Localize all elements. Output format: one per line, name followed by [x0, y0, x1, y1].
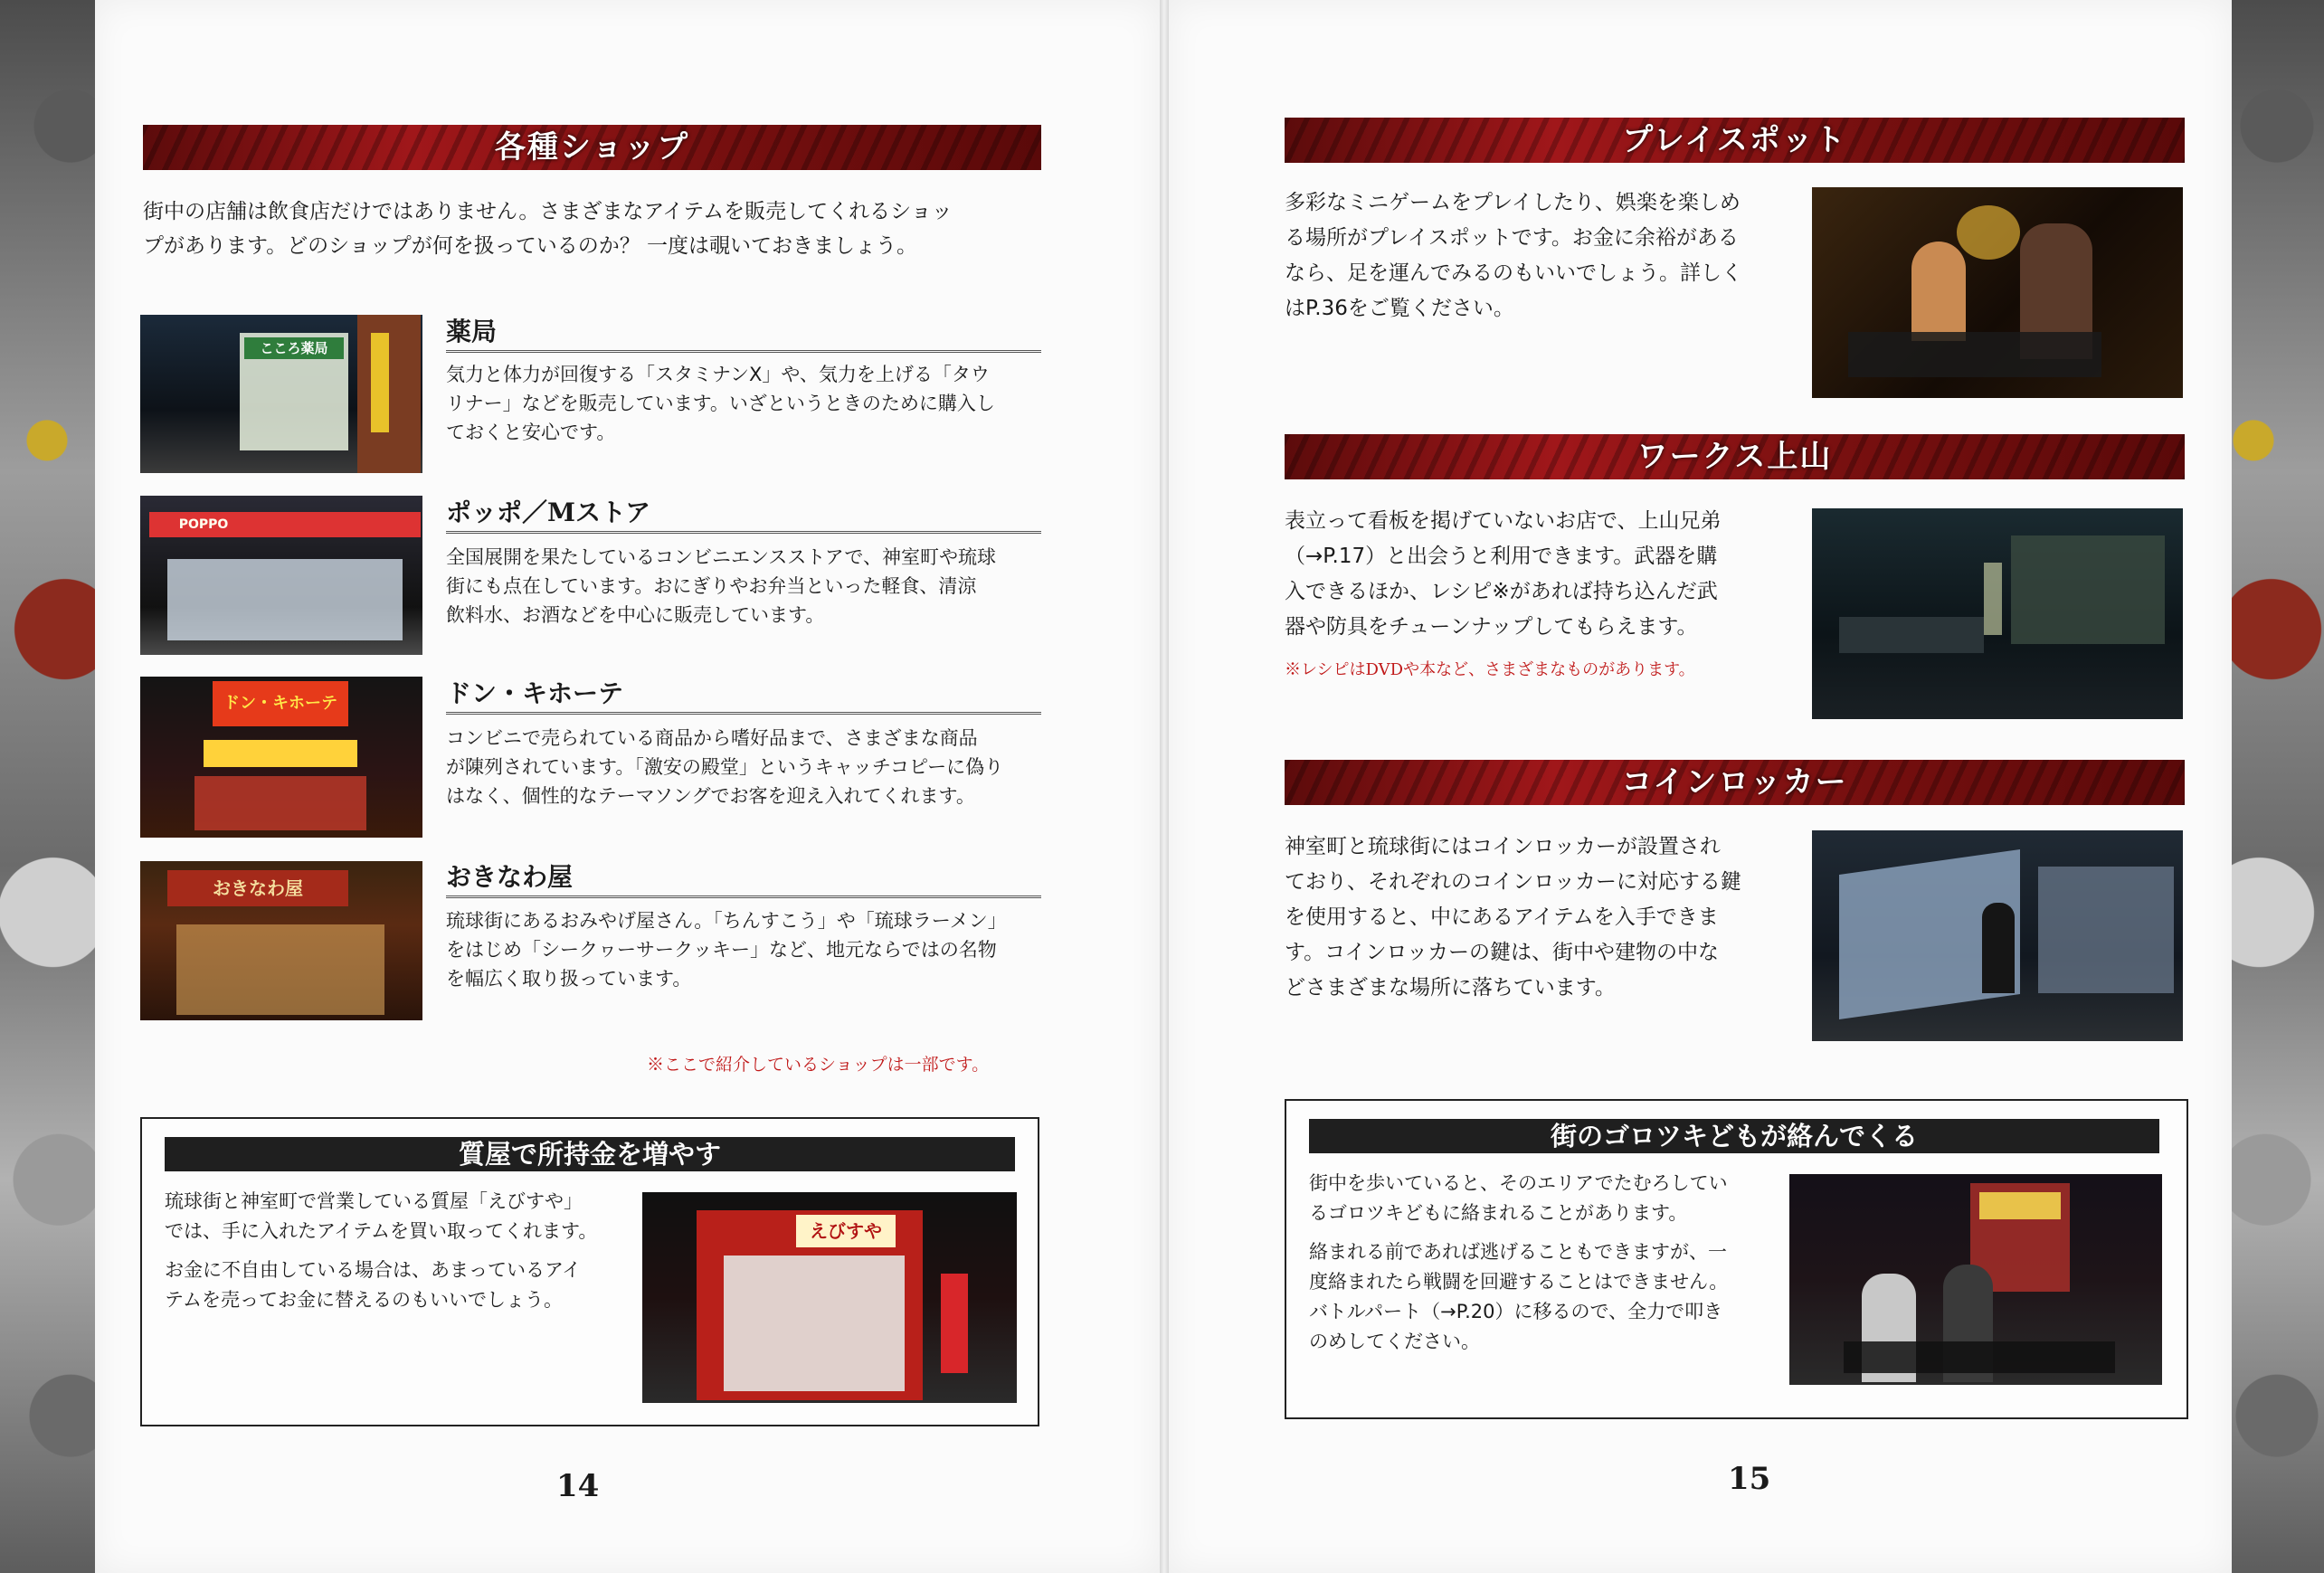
pawnshop-line-1: 琉球街と神室町で営業している質屋「えびすや」 [165, 1190, 583, 1212]
pawnshop-text [165, 1187, 635, 1315]
thugs-line-1: 街中を歩いていると、そのエリアでたむろしてい [1309, 1172, 1728, 1194]
pawnshop-line-3: お金に不自由している場合は、あまっているアイ [165, 1259, 582, 1281]
donki-title: ドン・キホーテ [446, 674, 1041, 715]
locker-line-2: ており、それぞれのコインロッカーに対応する鍵 [1285, 870, 1741, 894]
coin-locker-text [1285, 829, 1809, 1006]
playspot-line-3: なら、足を運んでみるのもいいでしょう。詳しく [1285, 261, 1742, 285]
thugs-box-title: 街のゴロツキどもが絡んでくる [1309, 1119, 2159, 1153]
poppo-sign: POPPO [178, 517, 229, 532]
works-line-3: 入できるほか、レシピ※があれば持ち込んだ武 [1285, 580, 1718, 603]
page-number-left: 14 [556, 1468, 600, 1504]
donki-line-1: コンビニで売られている商品から嗜好品まで、さまざまな商品 [446, 727, 978, 749]
thugs-text [1309, 1169, 1779, 1357]
thugs-line-4: 度絡まれたら戦闘を回避することはできません。 [1309, 1271, 1729, 1293]
thugs-line-5: バトルパート（→P.20）に移るので、全力で叩き [1309, 1301, 1723, 1322]
pharmacy-photo [140, 315, 422, 473]
poppo-photo [140, 496, 422, 655]
donki-text [446, 724, 1052, 810]
locker-line-5: どさまざまな場所に落ちています。 [1285, 976, 1616, 1000]
shops-footnote: ※ここで紹介しているショップは一部です。 [647, 1055, 990, 1075]
poppo-title: ポッポ／Mストア [446, 493, 1041, 534]
thugs-photo [1789, 1174, 2162, 1385]
poppo-line-2: 街にも点在しています。おにぎりやお弁当といった軽食、清涼 [446, 575, 977, 597]
thugs-line-6: のめしてください。 [1309, 1331, 1480, 1352]
playspot-banner: プレイスポット [1285, 118, 2185, 163]
playspot-line-2: る場所がプレイスポットです。お金に余裕がある [1285, 226, 1739, 250]
thugs-line-2: るゴロツキどもに絡まれることがあります。 [1309, 1202, 1688, 1224]
recipe-note: ※レシピはDVDや本など、さまざまなものがあります。 [1285, 660, 1695, 679]
shops-intro-line-2: プがあります。どのショップが何を扱っているのか？ 一度は覗いておきましょう。 [143, 234, 918, 258]
poppo-line-1: 全国展開を果たしているコンビニエンスストアで、神室町や琉球 [446, 546, 996, 568]
pawnshop-box-title: 質屋で所持金を増やす [165, 1137, 1015, 1171]
playspot-line-4: はP.36をご覧ください。 [1285, 297, 1514, 320]
locker-line-4: す。コインロッカーの鍵は、街中や建物の中な [1285, 941, 1720, 964]
coin-locker-banner: コインロッカー [1285, 760, 2185, 805]
pharmacy-line-1: 気力と体力が回復する「スタミナンX」や、気力を上げる「タウ [446, 364, 990, 385]
page-number-right: 15 [1728, 1461, 1771, 1497]
okinawaya-line-2: をはじめ「シークヮーサークッキー」など、地元ならではの名物 [446, 939, 997, 961]
works-line-4: 器や防具をチューンナップしてもらえます。 [1285, 615, 1698, 639]
donki-photo [140, 677, 422, 838]
works-kamiyama-photo [1812, 508, 2183, 719]
poppo-text [446, 543, 1052, 630]
playspot-photo [1812, 187, 2183, 398]
works-line-1: 表立って看板を掲げていないお店で、上山兄弟 [1285, 509, 1722, 533]
shops-intro-line-1: 街中の店舗は飲食店だけではありません。さまざまなアイテムを販売してくれるショッ [143, 200, 953, 223]
pawnshop-sign: えびすや [796, 1215, 896, 1247]
coin-locker-photo [1812, 830, 2183, 1041]
works-kamiyama-text [1285, 504, 1809, 645]
okinawaya-text [446, 906, 1052, 993]
pharmacy-line-3: ておくと安心です。 [446, 422, 616, 443]
works-kamiyama-banner: ワークス上山 [1285, 434, 2185, 479]
pawnshop-photo [642, 1192, 1017, 1403]
shops-intro [143, 194, 1048, 263]
okinawaya-photo [140, 861, 422, 1020]
works-line-2: （→P.17）と出会うと利用できます。武器を購 [1285, 545, 1718, 568]
donki-sign: ドン・キホーテ [223, 694, 337, 713]
pharmacy-text [446, 360, 1052, 447]
book-spine [1160, 0, 1169, 1573]
poppo-line-3: 飲料水、お酒などを中心に販売しています。 [446, 604, 825, 626]
thugs-line-3: 絡まれる前であれば逃げることもできますが、一 [1309, 1241, 1727, 1263]
donki-line-3: はなく、個性的なテーマソングでお客を迎え入れてくれます。 [446, 785, 975, 807]
playspot-text [1285, 185, 1800, 327]
donki-line-2: が陳列されています。「激安の殿堂」というキャッチコピーに偽り [446, 756, 1004, 778]
shops-banner: 各種ショップ [143, 125, 1041, 170]
okinawaya-line-3: を幅広く取り扱っています。 [446, 968, 692, 990]
okinawaya-title: おきなわ屋 [446, 858, 1041, 898]
okinawaya-line-1: 琉球街にあるおみやげ屋さん。「ちんすこう」や「琉球ラーメン」 [446, 910, 1007, 932]
pawnshop-line-4: テムを売ってお金に替えるのもいいでしょう。 [165, 1289, 563, 1311]
okinawaya-sign: おきなわ屋 [213, 877, 303, 899]
playspot-line-1: 多彩なミニゲームをプレイしたり、娯楽を楽しめ [1285, 191, 1741, 214]
pawnshop-line-2: では、手に入れたアイテムを買い取ってくれます。 [165, 1220, 598, 1242]
pharmacy-sign: こころ薬局 [244, 337, 344, 359]
locker-line-3: を使用すると、中にあるアイテムを入手できま [1285, 905, 1719, 929]
pharmacy-line-2: リナー」などを販売しています。いざというときのために購入し [446, 393, 995, 414]
pharmacy-title: 薬局 [446, 312, 1041, 353]
locker-line-1: 神室町と琉球街にはコインロッカーが設置され [1285, 835, 1721, 858]
